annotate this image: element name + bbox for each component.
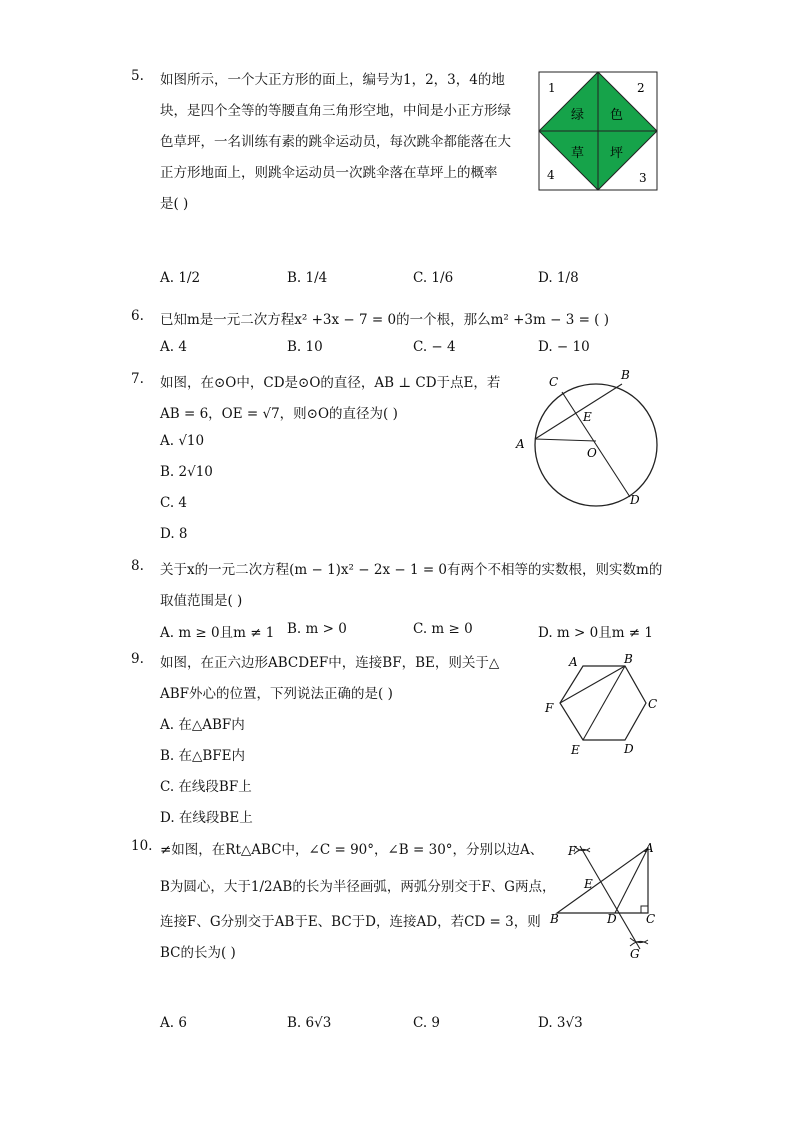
question-text-line: 块，是四个全等的等腰直角三角形空地，中间是小正方形绿: [160, 103, 511, 119]
question-text-line: AB = 6，OE = √7，则⊙O的直径为( ): [160, 406, 398, 422]
point-label: D: [630, 493, 640, 507]
point-label: B: [621, 368, 630, 382]
question-text-line: B为圆心，大于1/2AB的长为半径画弧，两弧分别交于F、G两点，: [160, 879, 556, 895]
option-d[interactable]: D. 8: [160, 526, 188, 542]
option-c[interactable]: C. 4: [160, 495, 188, 511]
grass-char: 色: [610, 108, 624, 123]
circle-figure: [510, 362, 670, 512]
option-d[interactable]: D. 3√3: [538, 1015, 583, 1031]
option-a[interactable]: A. m ≥ 0且m ≠ 1: [160, 625, 275, 641]
option-b[interactable]: B. m > 0: [287, 621, 347, 637]
option-b[interactable]: B. 6√3: [287, 1015, 332, 1031]
question-text-line: 如图所示，一个大正方形的面上，编号为1，2，3，4的地: [160, 72, 505, 88]
question-text-line: BC的长为( ): [160, 945, 236, 961]
option-c[interactable]: C. 在线段BF上: [160, 779, 252, 795]
question-text-line: 如图，在⊙O中，CD是⊙O的直径，AB ⊥ CD于点E，若: [160, 375, 501, 391]
option-b[interactable]: B. 2√10: [160, 464, 213, 480]
option-c[interactable]: C. m ≥ 0: [413, 621, 473, 637]
grass-char: 绿: [571, 108, 585, 123]
question-number: 7.: [131, 371, 144, 387]
question-number: 9.: [131, 651, 144, 667]
question-text-line: 如图，在正六边形ABCDEF中，连接BF，BE，则关于△: [160, 655, 500, 671]
option-a[interactable]: A. 在△ABF内: [160, 717, 245, 733]
option-a[interactable]: A. √10: [160, 433, 205, 449]
point-label: E: [583, 410, 592, 424]
option-b[interactable]: B. 10: [287, 339, 323, 355]
square-grass-figure: [538, 71, 658, 191]
question-text-line: 关于x的一元二次方程(m − 1)x² − 2x − 1 = 0有两个不相等的实数根，则实数m的: [160, 562, 663, 578]
question-text-line: 正方形地面上，则跳伞运动员一次跳伞落在草坪上的概率: [160, 165, 498, 181]
question-text-line: 连接F、G分别交于AB于E、BC于D，连接AD，若CD = 3，则: [160, 914, 541, 930]
option-b[interactable]: B. 在△BFE内: [160, 748, 246, 764]
triangle-figure: [544, 836, 666, 966]
point-label: B: [550, 912, 559, 926]
point-label: F: [545, 701, 554, 715]
point-label: A: [645, 841, 654, 855]
option-a[interactable]: A. 1/2: [160, 270, 201, 286]
plot-label: 3: [639, 171, 647, 185]
point-label: A: [516, 437, 525, 451]
question-text-line: 色草坪，一名训练有素的跳伞运动员，每次跳伞都能落在大: [160, 134, 511, 150]
plot-label: 4: [547, 168, 555, 182]
point-label: D: [624, 742, 634, 756]
option-d[interactable]: D. m > 0且m ≠ 1: [538, 625, 653, 641]
option-d[interactable]: D. 1/8: [538, 270, 579, 286]
point-label: G: [630, 947, 640, 961]
point-label: C: [648, 697, 658, 711]
plot-label: 2: [637, 81, 645, 95]
question-text-line: ABF外心的位置，下列说法正确的是( ): [160, 686, 393, 702]
point-label: O: [587, 446, 597, 460]
grass-char: 坪: [610, 146, 624, 161]
grass-char: 草: [571, 146, 585, 161]
point-label: F: [568, 844, 577, 858]
question-text-line: ≠如图，在Rt△ABC中，∠C = 90°，∠B = 30°，分别以边A、: [160, 842, 544, 858]
point-label: B: [624, 652, 633, 666]
option-a[interactable]: A. 4: [160, 339, 187, 355]
hexagon-figure: [540, 650, 665, 760]
question-text-line: 取值范围是( ): [160, 593, 243, 609]
question-number: 6.: [131, 308, 144, 324]
question-number: 10.: [131, 838, 153, 854]
option-c[interactable]: C. − 4: [413, 339, 456, 355]
question-number: 8.: [131, 558, 144, 574]
point-label: C: [646, 912, 656, 926]
plot-label: 1: [548, 81, 556, 95]
point-label: D: [607, 912, 617, 926]
point-label: A: [569, 655, 578, 669]
option-c[interactable]: C. 9: [413, 1015, 441, 1031]
option-d[interactable]: D. 在线段BE上: [160, 810, 253, 826]
point-label: C: [549, 375, 559, 389]
option-d[interactable]: D. − 10: [538, 339, 590, 355]
question-text-line: 是( ): [160, 196, 189, 212]
option-c[interactable]: C. 1/6: [413, 270, 454, 286]
point-label: E: [571, 743, 580, 757]
option-a[interactable]: A. 6: [160, 1015, 187, 1031]
question-text-line: 已知m是一元二次方程x² +3x − 7 = 0的一个根，那么m² +3m − 3 = ( ): [160, 312, 610, 328]
point-label: E: [584, 877, 593, 891]
option-b[interactable]: B. 1/4: [287, 270, 328, 286]
question-number: 5.: [131, 68, 144, 84]
